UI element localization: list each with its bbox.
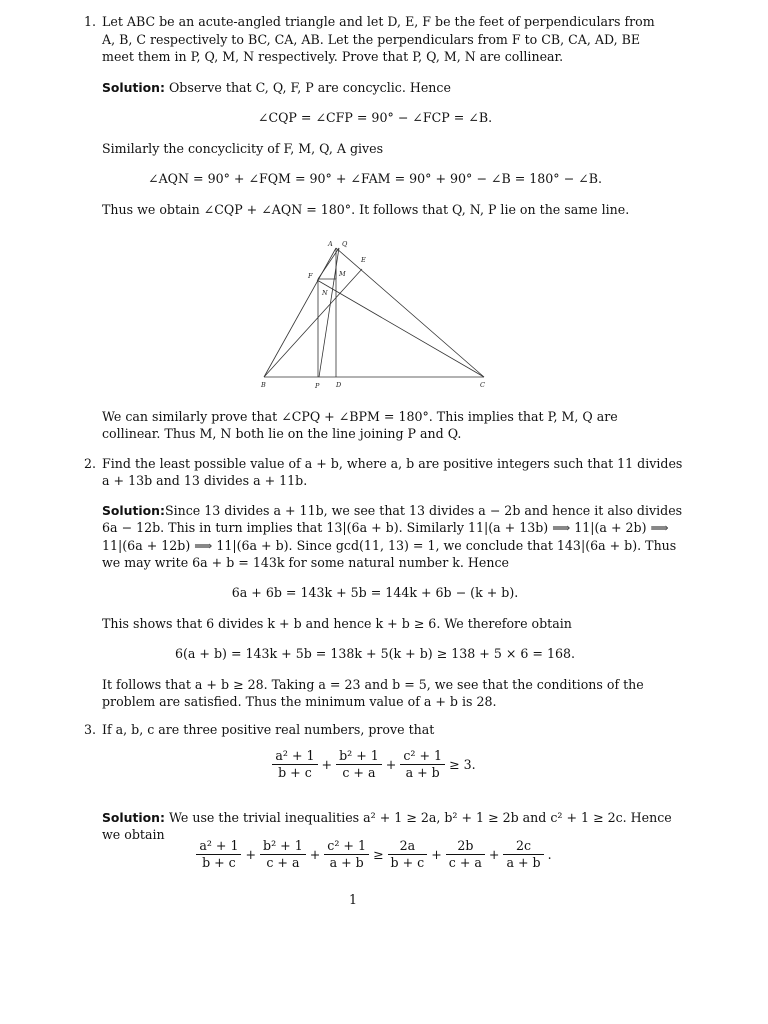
- problem-2-number: 2.: [84, 456, 97, 471]
- altitude-cf: [317, 280, 484, 377]
- problem-1-after-1: We can similarly prove that ∠CPQ + ∠BPM = 180°. This implies that P, M, Q are: [102, 409, 618, 424]
- equation-6a6b: 6a + 6b = 143k + 5b = 144k + 6b − (k + b).: [231, 585, 519, 600]
- problem-2-shows: This shows that 6 divides k + b and hence k + b ≥ 6. We therefore obtain: [102, 616, 572, 631]
- inequality-derived: $\frac{\text{a² + 1}}{b + c}$ + $\frac{\text{b² + 1}}{c + a}$ + $\frac{\text{c² + 1}}{a + b}$ ≥ $\frac{2a}{b + c}$ + $\frac{2b}{c + a}$ + $\frac{2c}{a + b}$ .: [102, 838, 648, 871]
- problem-1-solution: [102, 79, 451, 97]
- problem-2-line-2: a + 13b and 13 divides a + 11b.: [102, 473, 308, 488]
- problem-2-solution-1: [102, 502, 682, 520]
- problem-3-solution-2: we obtain: [102, 827, 165, 842]
- problem-2-line-1: Find the least possible value of a + b, where a, b are positive integers such that 11 divides: [102, 456, 683, 471]
- label-d: D: [336, 381, 342, 389]
- problem-3-number: 3.: [84, 722, 97, 737]
- fraction-3: $\frac{\text{c² + 1}}{a + b}$: [400, 748, 445, 781]
- page-number: 1: [349, 892, 358, 907]
- equation-6ab: 6(a + b) = 143k + 5b = 138k + 5(k + b) ≥ 138 + 5 × 6 = 168.: [174, 646, 576, 661]
- problem-3-statement: If a, b, c are three positive real numbers, prove that: [102, 722, 435, 737]
- problem-1-after-2: collinear. Thus M, N both lie on the line joining P and Q.: [102, 426, 462, 441]
- problem-1-line-1: Let ABC be an acute-angled triangle and let D, E, F be the feet of perpendiculars from: [102, 14, 655, 29]
- label-a: A: [328, 240, 333, 248]
- problem-2-solution-4: we may write 6a + b = 143k for some natural number k. Hence: [102, 555, 509, 570]
- solution-label: Solution:: [102, 80, 165, 95]
- label-c: C: [480, 381, 485, 389]
- equation-cqp: ∠CQP = ∠CFP = 90° − ∠FCP = ∠B.: [257, 110, 493, 125]
- problem-1-thus: Thus we obtain ∠CQP + ∠AQN = 180°. It follows that Q, N, P lie on the same line.: [102, 202, 630, 217]
- label-f: F: [308, 272, 313, 280]
- problem-2-conclusion-1: It follows that a + b ≥ 28. Taking a = 23 and b = 5, we see that the conditions of the: [102, 677, 644, 692]
- solution-label: Solution:: [102, 503, 165, 518]
- fraction-1: $\frac{\text{a² + 1}}{b + c}$: [272, 748, 317, 781]
- problem-1-line-3: meet them in P, Q, M, N respectively. Prove that P, Q, M, N are collinear.: [102, 49, 564, 64]
- solution-text: We use the trivial inequalities a² + 1 ≥ 2a, b² + 1 ≥ 2b and c² + 1 ≥ 2c. Hence: [168, 810, 672, 825]
- problem-1-similarly: Similarly the concyclicity of F, M, Q, A gives: [102, 141, 384, 156]
- label-b: B: [261, 381, 266, 389]
- label-p: P: [315, 382, 320, 390]
- label-q: Q: [342, 240, 348, 248]
- problem-3-solution: [102, 809, 672, 827]
- label-e: E: [361, 256, 366, 264]
- problem-1-line-2: A, B, C respectively to BC, CA, AB. Let the perpendiculars from F to CB, CA, AD, BE: [102, 32, 641, 47]
- altitude-be: [264, 269, 362, 377]
- label-n: N: [322, 289, 328, 297]
- equation-aqn: ∠AQN = 90° + ∠FQM = 90° + ∠FAM = 90° + 90° − ∠B = 180° − ∠B.: [148, 171, 602, 186]
- solution-label: Solution:: [102, 810, 165, 825]
- problem-2-solution-2: 6a − 12b. This in turn implies that 13|(6a + b). Similarly 11|(a + 13b) ⟹ 11|(a + 2b) ⟹: [102, 520, 669, 535]
- fraction-2: $\frac{\text{b² + 1}}{c + a}$: [336, 748, 382, 781]
- problem-1-number: 1.: [84, 14, 97, 29]
- solution-text: Since 13 divides a + 11b, we see that 13 divides a − 2b and hence it also divides: [164, 503, 683, 518]
- problem-2-conclusion-2: problem are satisfied. Thus the minimum value of a + b is 28.: [102, 694, 497, 709]
- side-ab: [264, 248, 336, 377]
- triangle-figure: [258, 238, 492, 394]
- side-ac: [336, 248, 484, 377]
- label-m: M: [339, 270, 346, 278]
- inequality-main: $\frac{\text{a² + 1}}{b + c}$ + $\frac{\text{b² + 1}}{c + a}$ + $\frac{\text{c² + 1}}{a + b}$ ≥ 3.: [102, 748, 648, 781]
- solution-text: Observe that C, Q, F, P are concyclic. Hence: [168, 80, 451, 95]
- inequality-rhs: ≥ 3.: [449, 756, 476, 772]
- problem-2-solution-3: 11|(6a + 12b) ⟹ 11|(6a + b). Since gcd(11, 13) = 1, we conclude that 143|(6a + b). Thus: [102, 538, 677, 553]
